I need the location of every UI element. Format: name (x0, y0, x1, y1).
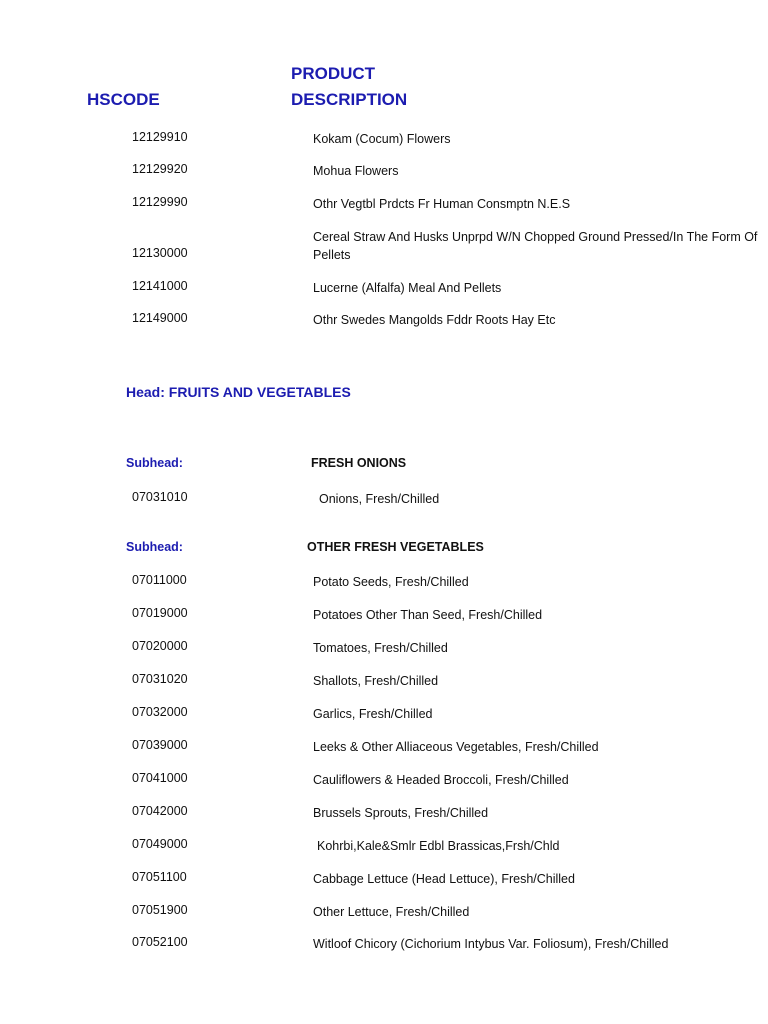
hscode-cell: 12149000 (132, 311, 188, 325)
hscode-cell: 12130000 (132, 246, 188, 260)
description-cell: Cabbage Lettuce (Head Lettuce), Fresh/Chilled (313, 872, 575, 886)
product-header-line1: PRODUCT (291, 64, 376, 83)
subhead-label: Subhead: (126, 540, 183, 554)
hscode-cell: 12141000 (132, 279, 188, 293)
description-cell: Mohua Flowers (313, 164, 399, 178)
hscode-cell: 07031020 (132, 672, 188, 686)
hscode-cell: 07042000 (132, 804, 188, 818)
hscode-header: HSCODE (87, 90, 160, 109)
hscode-cell: 07052100 (132, 935, 188, 949)
description-cell: Kohrbi,Kale&Smlr Edbl Brassicas,Frsh/Chld (317, 839, 560, 853)
hscode-cell: 07049000 (132, 837, 188, 851)
subhead-name: FRESH ONIONS (311, 456, 407, 470)
hscode-cell: 07019000 (132, 606, 188, 620)
description-cell: Onions, Fresh/Chilled (319, 492, 440, 506)
description-cell: Othr Swedes Mangolds Fddr Roots Hay Etc (313, 313, 556, 327)
description-cell: Othr Vegtbl Prdcts Fr Human Consmptn N.E.S (313, 197, 571, 211)
description-cell: Garlics, Fresh/Chilled (313, 707, 433, 721)
product-description-header (291, 61, 491, 113)
description-cell: Potato Seeds, Fresh/Chilled (313, 575, 469, 589)
product-header-line2: DESCRIPTION (291, 90, 408, 109)
hscode-cell: 12129920 (132, 162, 188, 176)
description-cell: Brussels Sprouts, Fresh/Chilled (313, 806, 489, 820)
hscode-cell: 07011000 (132, 573, 187, 587)
subhead-label: Subhead: (126, 456, 183, 470)
hscode-cell: 07020000 (132, 639, 188, 653)
hscode-cell: 12129990 (132, 195, 188, 209)
description-cell: Cereal Straw And Husks Unprpd W/N Chopped Ground Pressed/In The Form Of Pellets (313, 230, 758, 262)
description-cell: Shallots, Fresh/Chilled (313, 674, 439, 688)
section-head-title: Head: FRUITS AND VEGETABLES (126, 384, 351, 400)
hscode-cell: 07039000 (132, 738, 188, 752)
description-cell: Tomatoes, Fresh/Chilled (313, 641, 448, 655)
hscode-cell: 07032000 (132, 705, 188, 719)
description-cell: Lucerne (Alfalfa) Meal And Pellets (313, 281, 502, 295)
description-cell: Leeks & Other Alliaceous Vegetables, Fresh/Chilled (313, 740, 599, 754)
description-cell: Witloof Chicory (Cichorium Intybus Var. Foliosum), Fresh/Chilled (313, 937, 669, 951)
description-cell: Potatoes Other Than Seed, Fresh/Chilled (313, 608, 543, 622)
description-cell: Kokam (Cocum) Flowers (313, 132, 451, 146)
description-cell: Other Lettuce, Fresh/Chilled (313, 905, 470, 919)
hscode-cell: 07041000 (132, 771, 188, 785)
hscode-cell: 07051900 (132, 903, 188, 917)
hscode-cell: 12129910 (132, 130, 188, 144)
hscode-cell: 07031010 (132, 490, 188, 504)
description-cell: Cauliflowers & Headed Broccoli, Fresh/Chilled (313, 773, 569, 787)
hscode-cell: 07051100 (132, 870, 187, 884)
subhead-name: OTHER FRESH VEGETABLES (307, 540, 484, 554)
